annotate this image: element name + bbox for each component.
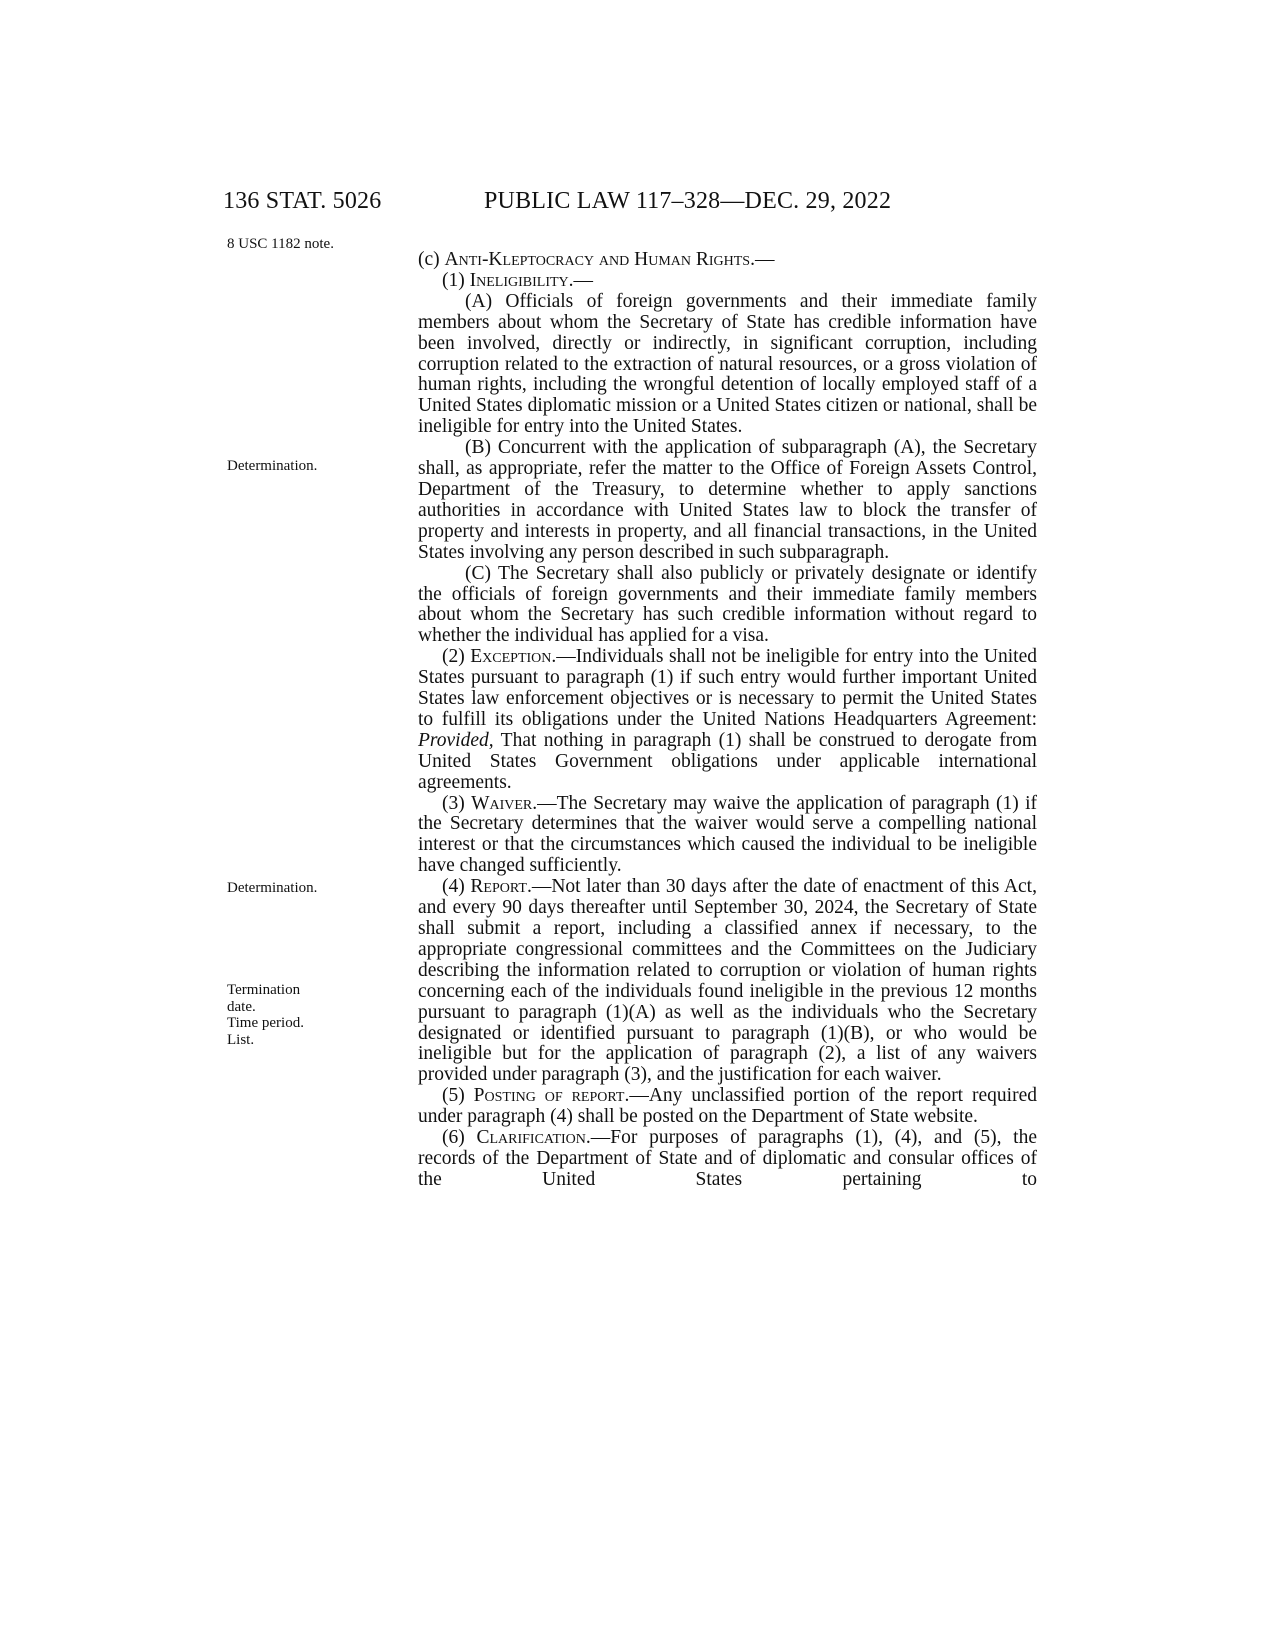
paragraph-text: .—Any unclassified portion of the report required under paragraph (4) shall be posted on the Department of State website. [418,1085,1037,1128]
paragraph-number: (1) [442,269,470,291]
margin-note-line: Termination [227,982,301,998]
paragraph-4 [418,877,1037,1086]
paragraph-number: (6) [442,1127,477,1149]
paragraph-1-heading [418,271,1037,292]
paragraph-heading: Clarification [476,1127,586,1149]
law-title-header: PUBLIC LAW 117–328—DEC. 29, 2022 [484,188,892,214]
paragraph-heading: Report [470,876,527,898]
paragraph-text: .—Individuals shall not be ineligible for entry into the United States pursuant to paragraph (1) if such entry would further important United States law enforcement objectives or is necessary to permit the United States to fulfill its obligations under the United Nations Headquarters Agreement: [418,646,1037,730]
heading-dash: .— [750,249,775,270]
subparagraph-a: (A) Officials of foreign governments and their immediate family members about whom the Secretary of State has credible information have been involved, directly or indirectly, in significant corruption, including corruption related to the extraction of natural resources, or a gross violation of human rights, including the wrongful detention of locally employed staff of a United States diplomatic mission or a United States citizen or national, shall be ineligible for entry into the United States. [418,290,1037,438]
provided-term: Provided, [418,729,494,751]
paragraph-heading: Ineligibility [469,269,569,291]
paragraph-number: (3) [442,792,472,814]
subparagraph-c: (C) The Secretary shall also publicly or privately designate or identify the officials of foreign governments and their immediate family members about whom the Secretary has such credible information without regard to whether the individual has applied for a visa. [418,562,1037,647]
paragraph-6 [418,1128,1037,1191]
margin-note-termination [227,982,304,1048]
subsection-c-heading [418,250,1037,271]
subsection-heading: Anti-Kleptocracy and Human Rights [444,249,751,270]
paragraph-2 [418,647,1037,793]
paragraph-number: (4) [442,876,471,898]
paragraph-heading: Posting of report [473,1085,625,1107]
statute-body [418,250,1037,1191]
margin-note-line: date. [227,998,256,1015]
margin-note-line: List. [227,1031,255,1048]
paragraph-heading: Exception [470,646,552,668]
paragraph-3 [418,794,1037,878]
paragraph-number: (2) [442,646,471,668]
subsection-number: (c) [418,249,445,270]
heading-dash: .— [568,269,594,291]
margin-note-determination: Determination. [227,458,318,474]
margin-note-determination: Determination. [227,880,318,896]
paragraph-text: That nothing in paragraph (1) shall be construed to derogate from United States Government obligations under applicable international agreements. [418,729,1037,793]
paragraph-text: .—Not later than 30 days after the date of enactment of this Act, and every 90 days thereafter until September 30, 2024, the Secretary of State shall submit a report, including a classified annex if necessary, to the appropriate congressional committees and the Committees on the Judiciary describing the information related to corruption or violation of human rights concerning each of the individuals found ineligible in the previous 12 months pursuant to paragraph (1)(A) as well as the individuals who the Secretary designated or identified pursuant to paragraph (1)(B), or who would be ineligible but for the application of paragraph (2), a list of any waivers provided under paragraph (3), and the justification for each waiver. [418,876,1037,1086]
margin-note-usc: 8 USC 1182 note. [227,236,334,252]
page-reference: 136 STAT. 5026 [223,188,382,214]
paragraph-5 [418,1086,1037,1128]
subparagraph-b: (B) Concurrent with the application of subparagraph (A), the Secretary shall, as appropriate, refer the matter to the Office of Foreign Assets Control, Department of the Treasury, to determine whether to apply sanctions authorities in accordance with United States law to block the transfer of property and interests in property, and all financial transactions, in the United States involving any person described in such subparagraph. [418,437,1037,563]
paragraph-text: .—The Secretary may waive the application of paragraph (1) if the Secretary determines that the waiver would serve a compelling national interest or that the circumstances which caused the individual to be ineligible have changed sufficiently. [418,792,1037,877]
margin-note-line: Time period. [227,1015,304,1031]
paragraph-heading: Waiver [471,792,533,814]
paragraph-number: (5) [442,1085,474,1107]
paragraph-text: .—For purposes of paragraphs (1), (4), and (5), the records of the Department of State and of diplomatic and consular offices of the United States pertaining to [418,1127,1037,1190]
